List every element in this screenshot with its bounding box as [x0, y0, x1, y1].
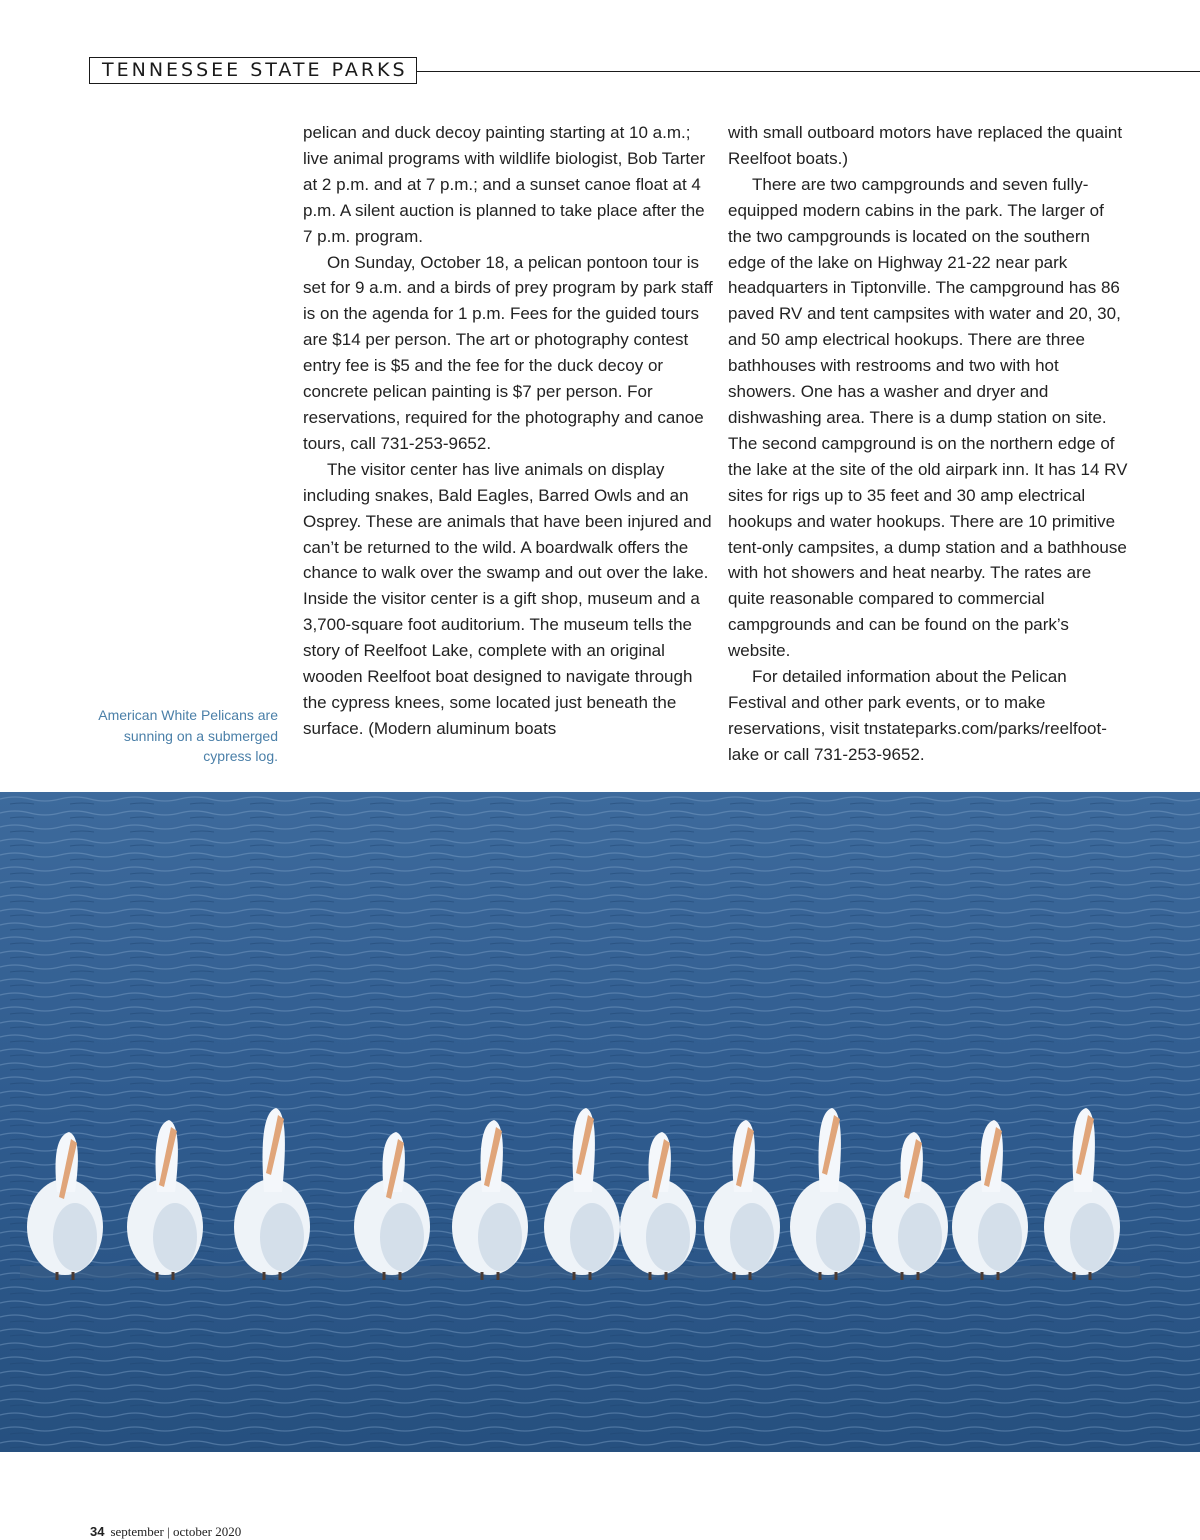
paragraph: For detailed information about the Pelican Festival and other park events, or to make reservations, visit tnstateparks.com/parks/reelfoot-lake or call 731-253-9652. — [728, 667, 1107, 764]
header-rule — [417, 71, 1200, 72]
section-title: TENNESSEE STATE PARKS — [89, 57, 417, 84]
photo-caption: American White Pelicans are sunning on a submerged cypress log. — [98, 707, 278, 764]
paragraph: pelican and duck decoy painting starting at 10 a.m.; live animal programs with wildlife biologist, Bob Tarter at 2 p.m. and at 7 p.m.; and a sunset canoe float at 4 p.m. A silent auction is planned to take place after the 7 p.m. program. — [303, 123, 706, 246]
page-footer — [90, 1524, 241, 1540]
pelicans-photo — [0, 792, 1200, 1452]
article-column-1 — [303, 120, 713, 742]
paragraph: On Sunday, October 18, a pelican pontoon tour is set for 9 a.m. and a birds of prey program by park staff is on the agenda for 1 p.m. Fees for the guided tours are $14 per person. The art or photography contest entry fee is $5 and the fee for the duck decoy or concrete pelican painting is $7 per person. For reservations, required for the photography and canoe tours, call 731-253-9652. — [303, 252, 713, 453]
issue-date: september | october 2020 — [110, 1524, 242, 1539]
paragraph: There are two campgrounds and seven fully-equipped modern cabins in the park. The larger of the two campgrounds is located on the southern edge of the lake on Highway 21-22 near park headquarters in Tiptonville. The campground has 86 paved RV and tent campsites with water and 20, 30, and 50 amp electrical hookups. There are three bathhouses with restrooms and two with hot showers. One has a washer and dryer and dishwashing area. There is a dump station on site. The second campground is on the northern edge of the lake at the site of the old airpark inn. It has 14 RV sites for rigs up to 35 feet and 30 amp electrical hookups and water hookups. There are 10 primitive tent-only campsites, a dump station and a bathhouse with hot showers and heat nearby. The rates are quite reasonable compared to commercial campgrounds and can be found on the park’s website. — [728, 174, 1128, 661]
page-number: 34 — [90, 1524, 105, 1539]
paragraph: with small outboard motors have replaced the quaint Reelfoot boats.) — [728, 123, 1123, 168]
article-column-2 — [728, 120, 1128, 768]
paragraph: The visitor center has live animals on display including snakes, Bald Eagles, Barred Owls and an Osprey. These are animals that have been injured and can’t be returned to the wild. A boardwalk offers the chance to walk over the swamp and out over the lake. Inside the visitor center is a gift shop, museum and a 3,700-square foot auditorium. The museum tells the story of Reelfoot Lake, complete with an original wooden Reelfoot boat designed to navigate through the cypress knees, some located just beneath the surface. (Modern aluminum boats — [303, 459, 712, 738]
